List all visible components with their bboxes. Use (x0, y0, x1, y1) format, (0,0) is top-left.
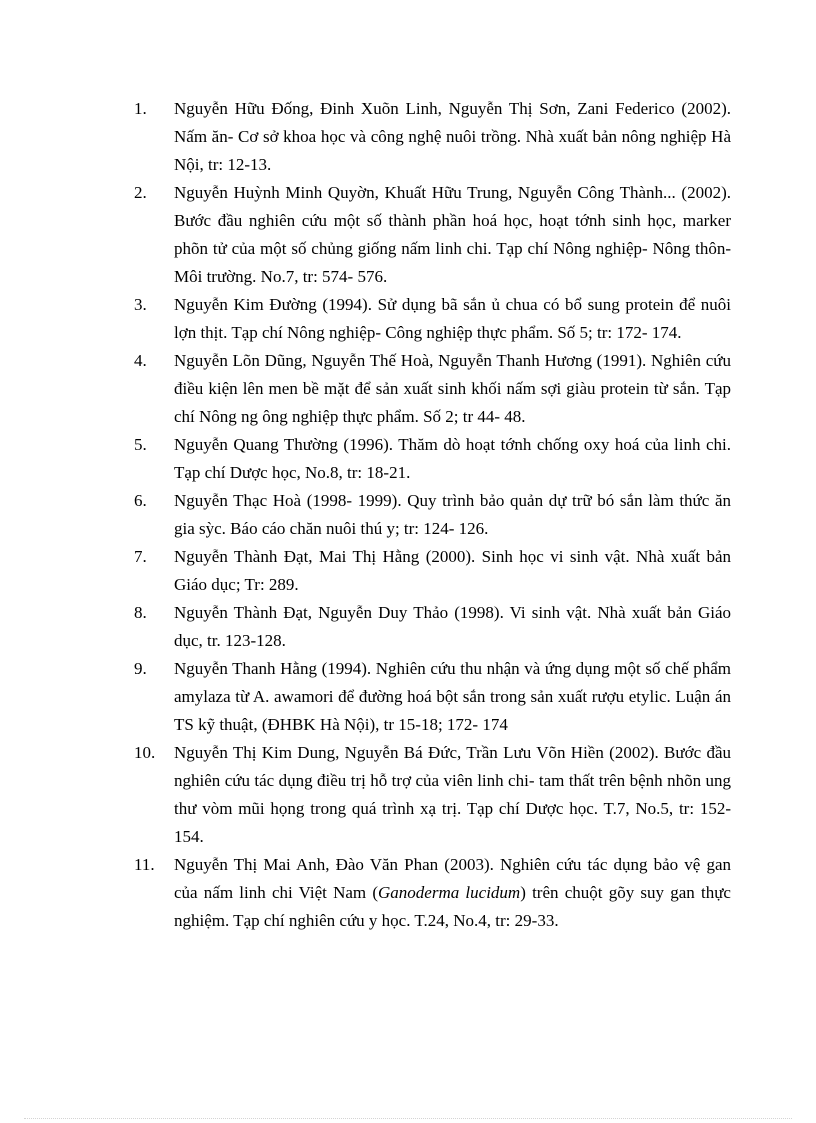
list-item (134, 291, 731, 347)
reference-text: Nguyễn Thành Đạt, Nguyễn Duy Thảo (1998). Vi sinh vật. Nhà xuất bản Giáo dục, tr. 123-128. (174, 603, 731, 650)
reference-number: 9. (134, 659, 147, 678)
reference-number: 5. (134, 435, 147, 454)
reference-number: 1. (134, 99, 147, 118)
list-item (134, 431, 731, 487)
reference-text: Nguyễn Quang Thường (1996). Thăm dò hoạt tớnh chống oxy hoá của linh chi. Tạp chí Dược học, No.8, tr: 18-21. (174, 435, 731, 482)
list-item (134, 543, 731, 599)
list-item (134, 739, 731, 851)
reference-number: 7. (134, 547, 147, 566)
species-name: Ganoderma lucidum (378, 883, 521, 902)
list-item (134, 179, 731, 291)
reference-text-part: Nguyễn Thị Mai Anh, Đào Văn Phan (2003). Nghiên cứu tác dụng bảo vệ gan của nấm linh chi Việt Nam ( (174, 855, 731, 902)
reference-list (134, 95, 731, 935)
reference-number: 6. (134, 491, 147, 510)
reference-text: Nguyễn Thạc Hoà (1998- 1999). Quy trình bảo quản dự trữ bó sắn làm thức ăn gia sỳc. Báo cáo chăn nuôi thú y; tr: 124- 126. (174, 491, 731, 538)
reference-number: 8. (134, 603, 147, 622)
list-item (134, 599, 731, 655)
reference-text: Nguyễn Lõn Dũng, Nguyễn Thế Hoà, Nguyễn Thanh Hương (1991). Nghiên cứu điều kiện lên men bề mặt để sản xuất sinh khối nấm sợi giàu protein từ sắn. Tạp chí Nông ng ông nghiệp thực phẩm. Số 2; tr 44- 48. (174, 351, 731, 426)
reference-text (174, 851, 731, 935)
list-item (134, 655, 731, 739)
list-item (134, 95, 731, 179)
reference-text-part: ) trên chuột gõy suy gan thực nghiệm. Tạp chí nghiên cứu y học. T.24, No.4, tr: 29-33. (174, 883, 731, 930)
list-item (134, 487, 731, 543)
reference-text: Nguyễn Hữu Đống, Đinh Xuõn Linh, Nguyễn Thị Sơn, Zani Federico (2002). Nấm ăn- Cơ sở khoa học và công nghệ nuôi trồng. Nhà xuất bản nông nghiệp Hà Nội, tr: 12-13. (174, 99, 731, 174)
list-item (134, 851, 731, 935)
list-item (134, 347, 731, 431)
page-bottom-divider (24, 1118, 792, 1119)
reference-number: 4. (134, 351, 147, 370)
reference-text: Nguyễn Thanh Hằng (1994). Nghiên cứu thu nhận và ứng dụng một số chế phẩm amylaza từ A. awamori để đường hoá bột sắn trong sản xuất rượu etylic. Luận án TS kỹ thuật, (ĐHBK Hà Nội), tr 15-18; 172- 174 (174, 659, 731, 734)
reference-number: 11. (134, 855, 155, 874)
reference-text: Nguyễn Kim Đường (1994). Sử dụng bã sắn ủ chua có bổ sung protein để nuôi lợn thịt. Tạp chí Nông nghiệp- Công nghiệp thực phẩm. Số 5; tr: 172- 174. (174, 295, 731, 342)
reference-number: 10. (134, 743, 156, 762)
reference-text: Nguyễn Huỳnh Minh Quyờn, Khuất Hữu Trung, Nguyễn Công Thành... (2002). Bước đầu nghiên cứu một số thành phần hoá học, hoạt tớnh sinh học, marker phõn tử của một số chủng giống nấm linh chi. Tạp chí Nông nghiệp- Nông thôn- Môi trường. No.7, tr: 574- 576. (174, 183, 731, 286)
reference-number: 3. (134, 295, 147, 314)
reference-text: Nguyễn Thị Kim Dung, Nguyễn Bá Đức, Trần Lưu Võn Hiền (2002). Bước đầu nghiên cứu tác dụng điều trị hỗ trợ của viên linh chi- tam thất trên bệnh nhõn ung thư vòm mũi họng trong quá trình xạ trị. Tạp chí Dược học. T.7, No.5, tr: 152- 154. (174, 743, 731, 846)
reference-number: 2. (134, 183, 147, 202)
reference-text: Nguyễn Thành Đạt, Mai Thị Hằng (2000). Sinh học vi sinh vật. Nhà xuất bản Giáo dục; Tr: 289. (174, 547, 731, 594)
